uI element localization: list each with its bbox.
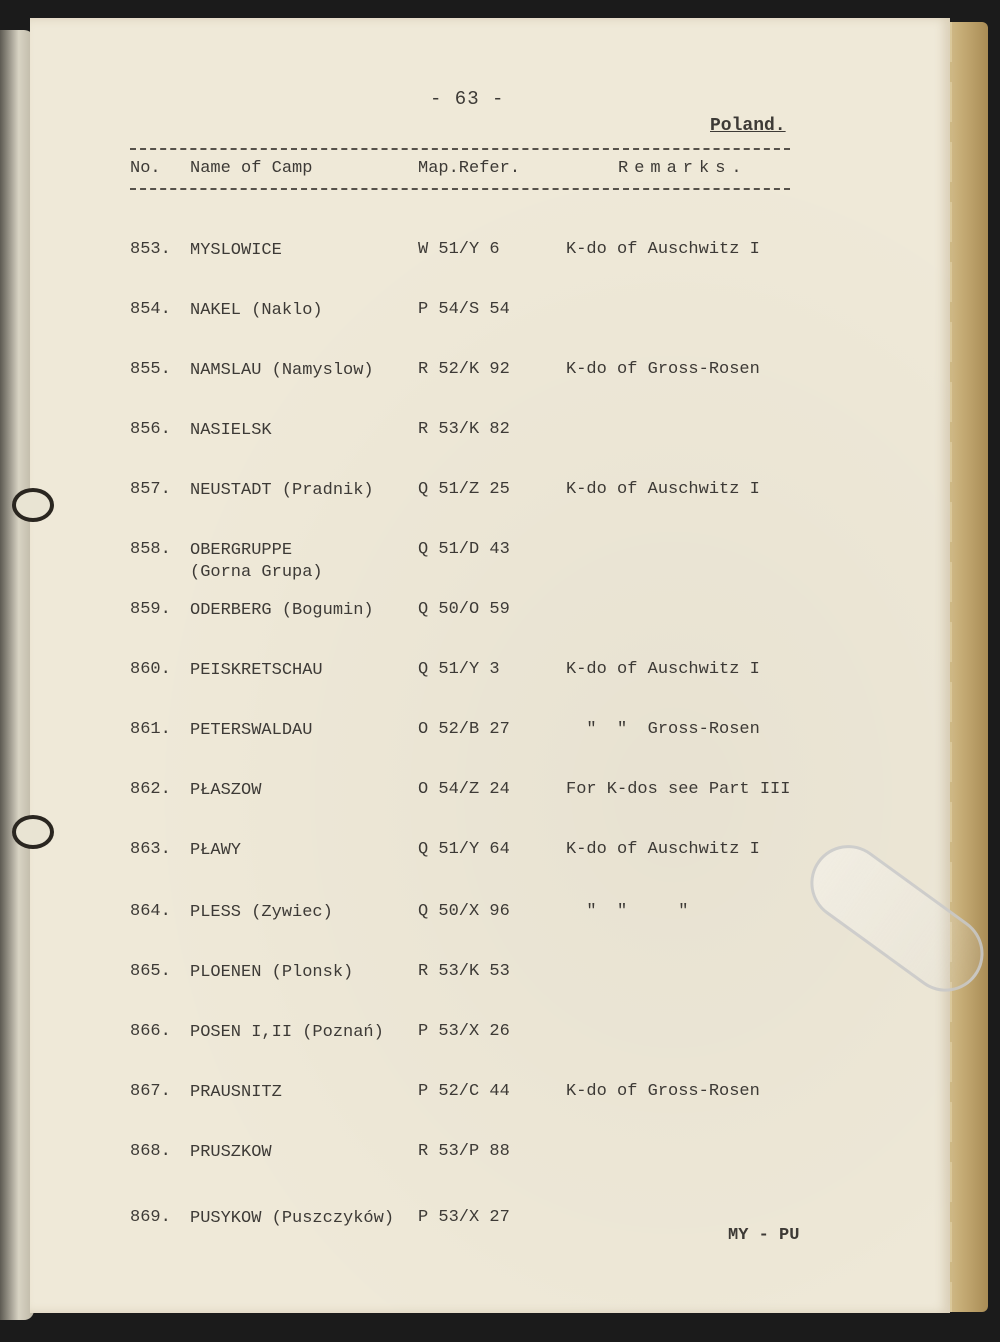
camp-name [190,1082,430,1104]
camp-name-line: (Gorna Grupa) [190,563,323,582]
col-header-ref: Map.Refer. [418,159,521,178]
remarks: K-do of Gross-Rosen [566,1082,760,1101]
entry-number: 869. [130,1208,171,1227]
col-header-name: Name of Camp [190,159,313,178]
camp-name-line: ODERBERG (Bogumin) [190,601,374,620]
camp-name-line: PUSYKOW (Puszczyków) [190,1209,395,1228]
header-rule-top [130,148,790,150]
camp-name [190,902,430,924]
remarks: " " " [566,902,689,921]
remarks: For K-dos see Part III [566,780,791,799]
col-header-remarks: Remarks. [618,159,748,178]
camp-name-line: OBERGRUPPE [190,541,293,560]
document-page [30,18,950,1313]
binder-spine [0,30,34,1320]
camp-name-line: POSEN I,II (Poznań) [190,1023,384,1042]
entry-number: 860. [130,660,171,679]
camp-name [190,360,430,382]
map-reference: P 53/X 26 [418,1022,510,1041]
country-heading: Poland. [710,116,786,136]
map-reference: Q 51/Y 3 [418,660,500,679]
map-reference: R 53/K 53 [418,962,510,981]
entry-number: 866. [130,1022,171,1041]
camp-name [190,660,430,682]
remarks: K-do of Auschwitz I [566,840,760,859]
map-reference: O 52/B 27 [418,720,510,739]
camp-name [190,600,430,622]
map-reference: Q 50/O 59 [418,600,510,619]
map-reference: R 53/K 82 [418,420,510,439]
camp-name-line: NASIELSK [190,421,272,440]
camp-name-line: PŁASZOW [190,781,262,800]
camp-name [190,1022,430,1044]
camp-name [190,1208,430,1230]
map-reference: P 52/C 44 [418,1082,510,1101]
remarks: " " Gross-Rosen [566,720,760,739]
camp-name-line: PETERSWALDAU [190,721,313,740]
map-reference: Q 51/D 43 [418,540,510,559]
map-reference: P 54/S 54 [418,300,510,319]
entry-number: 863. [130,840,171,859]
map-reference: O 54/Z 24 [418,780,510,799]
camp-name-line: PEISKRETSCHAU [190,661,323,680]
map-reference: Q 50/X 96 [418,902,510,921]
entry-number: 854. [130,300,171,319]
camp-name [190,540,430,584]
camp-name [190,240,430,262]
entry-number: 855. [130,360,171,379]
remarks: K-do of Auschwitz I [566,240,760,259]
camp-name-line: MYSLOWICE [190,241,282,260]
camp-name [190,420,430,442]
header-rule-bottom [130,188,790,190]
camp-name-line: NAKEL (Naklo) [190,301,323,320]
entry-number: 862. [130,780,171,799]
map-reference: P 53/X 27 [418,1208,510,1227]
map-reference: Q 51/Y 64 [418,840,510,859]
entry-number: 868. [130,1142,171,1161]
camp-name [190,962,430,984]
remarks: K-do of Auschwitz I [566,480,760,499]
col-header-no: No. [130,159,161,178]
camp-name-line: PLESS (Zywiec) [190,903,333,922]
entry-number: 858. [130,540,171,559]
camp-name-line: NEUSTADT (Pradnik) [190,481,374,500]
remarks: K-do of Auschwitz I [566,660,760,679]
remarks: K-do of Gross-Rosen [566,360,760,379]
footer-code: MY - PU [728,1226,800,1245]
camp-name-line: NAMSLAU (Namyslow) [190,361,374,380]
binder-ring-icon [12,815,54,849]
entry-number: 859. [130,600,171,619]
entry-number: 857. [130,480,171,499]
camp-name [190,1142,430,1164]
camp-name [190,480,430,502]
entry-number: 861. [130,720,171,739]
map-reference: R 53/P 88 [418,1142,510,1161]
map-reference: Q 51/Z 25 [418,480,510,499]
camp-name-line: PRAUSNITZ [190,1083,282,1102]
camp-name [190,300,430,322]
map-reference: R 52/K 92 [418,360,510,379]
entry-number: 864. [130,902,171,921]
camp-name [190,780,430,802]
camp-name-line: PRUSZKOW [190,1143,272,1162]
entry-number: 865. [130,962,171,981]
entry-number: 867. [130,1082,171,1101]
entry-number: 853. [130,240,171,259]
binder-ring-icon [12,488,54,522]
page-number: - 63 - [430,88,505,110]
entry-number: 856. [130,420,171,439]
camp-name-line: PLOENEN (Plonsk) [190,963,354,982]
camp-name [190,840,430,862]
map-reference: W 51/Y 6 [418,240,500,259]
camp-name [190,720,430,742]
camp-name-line: PŁAWY [190,841,242,860]
